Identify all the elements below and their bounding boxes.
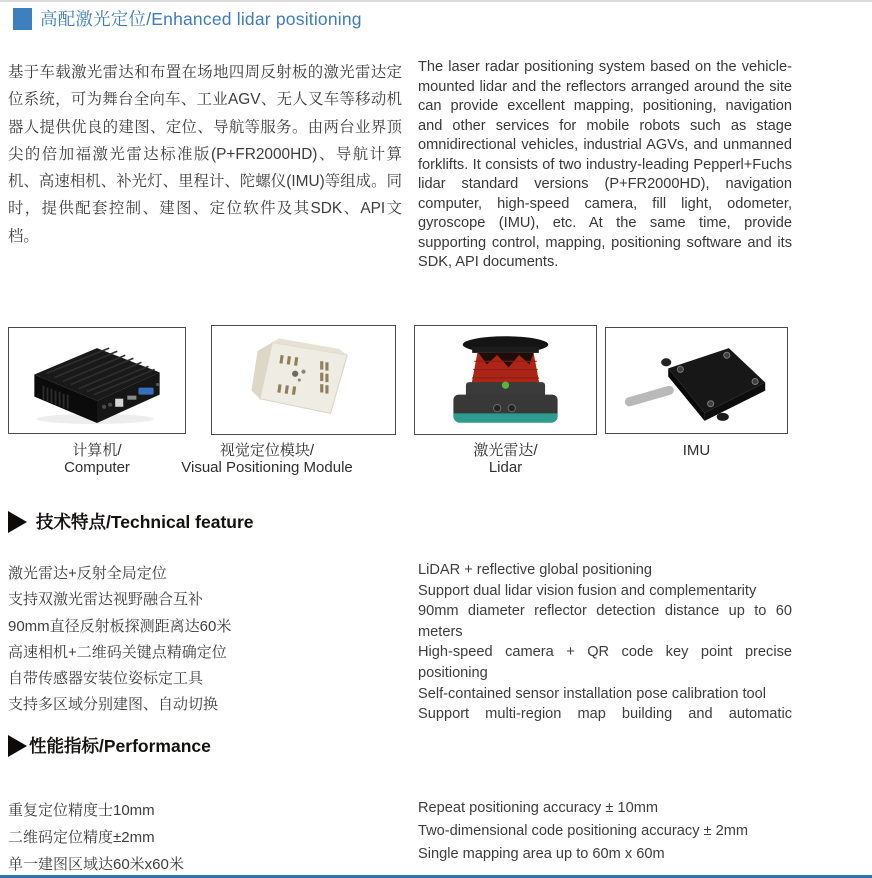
feature-item: Self-contained sensor installation pose calibration tool	[418, 685, 767, 702]
technical-features-chinese	[8, 561, 408, 719]
caption-line-cn: 计算机/	[72, 442, 122, 459]
technical-features-english	[418, 560, 792, 725]
feature-item: Support dual lidar vision fusion and complementarity	[418, 582, 757, 599]
product-frame-lidar	[414, 325, 597, 435]
feature-item: Support multi-region map building and automatic	[418, 706, 792, 723]
caption-line-en: Visual Positioning Module	[181, 458, 353, 476]
intro-paragraph-chinese: 基于车载激光雷达和布置在场地四周反射板的激光雷达定位系统，可为舞台全向车、工业AGV、无人叉车等移动机器人提供优良的建图、定位、导航等服务。由两台业界顶尖的倍加福激光雷达标准版(P+FR2000HD)、导航计算机、高速相机、补光灯、里程计、陀螺仪(IMU)等组成。同时，提供配套控制、建图、定位软件及其SDK、API文档。	[8, 64, 402, 245]
caption-line-cn: 视觉定位模块/	[219, 442, 315, 459]
caption-line-en: Computer	[64, 458, 130, 476]
visual-positioning-module-image	[216, 330, 391, 430]
performance-metrics-english	[418, 797, 798, 866]
product-caption-imu	[605, 443, 788, 460]
metric-item: 重复定位精度士10mm	[8, 802, 155, 819]
feature-item: 激光雷达+反射全局定位	[8, 565, 167, 582]
feature-item: 支持多区域分别建图、自动切换	[8, 696, 219, 714]
metric-item: Single mapping area up to 60m x 60m	[418, 846, 665, 862]
feature-item: 90mm diameter reflector detection distance up to 60 meters	[418, 603, 792, 640]
caption-line-cn: IMU	[682, 442, 711, 459]
product-caption-lidar	[414, 443, 597, 476]
product-frame-imu	[605, 327, 788, 434]
feature-item: LiDAR + reflective global positioning	[418, 562, 653, 578]
feature-item: High-speed camera + QR code key point precise positioning	[418, 644, 792, 681]
metric-item: Repeat positioning accuracy ± 10mm	[418, 800, 659, 816]
feature-item: 90mm直径反射板探测距离达60米	[8, 617, 232, 635]
imu-image	[610, 332, 783, 429]
product-frame-visual-module	[211, 325, 396, 435]
technical-feature-header	[8, 509, 254, 534]
feature-item: 自带传感器安装位姿标定工具	[8, 670, 204, 688]
feature-item: 高速相机+二维码关键点精确定位	[8, 643, 227, 661]
product-caption-visual-module	[147, 443, 387, 476]
performance-header	[8, 733, 211, 758]
lidar-image	[419, 330, 592, 430]
performance-title: 性能指标/Performance	[29, 736, 211, 756]
triangle-bullet-icon	[8, 735, 27, 757]
page-title: 高配激光定位/Enhanced lidar positioning	[40, 9, 362, 29]
triangle-bullet-icon	[8, 511, 27, 533]
top-divider	[0, 0, 872, 2]
technical-feature-title: 技术特点/Technical feature	[36, 512, 254, 532]
metric-item: Two-dimensional code positioning accuracy ± 2mm	[418, 823, 749, 839]
performance-metrics-chinese	[8, 797, 408, 878]
metric-item: 单一建图区域达60米x60米	[8, 856, 184, 874]
metric-item: 二维码定位精度±2mm	[8, 829, 155, 847]
feature-item: 支持双激光雷达视野融合互补	[8, 591, 204, 609]
header-bullet-square	[13, 8, 32, 30]
caption-line-en: Lidar	[488, 458, 523, 476]
intro-paragraph-english: The laser radar positioning system based on the vehicle-mounted lidar and the reflectors arranged around the site can provide excellent mapping, positioning, navigation and other services for mobile robots such as stage omnidirectional vehicles, industrial AGVs, and unmanned forklifts. It consists of two industry-leading Pepperl+Fuchs lidar standard versions (P+FR2000HD), navigation computer, high-speed camera, fill light, odometer, gyroscope (IMU), etc. At the same time, provide supporting control, mapping, positioning software and its SDK, API documents.	[418, 59, 792, 270]
computer-image	[13, 332, 181, 429]
caption-line-cn: 激光雷达/	[473, 442, 538, 459]
product-frame-computer	[8, 327, 186, 434]
